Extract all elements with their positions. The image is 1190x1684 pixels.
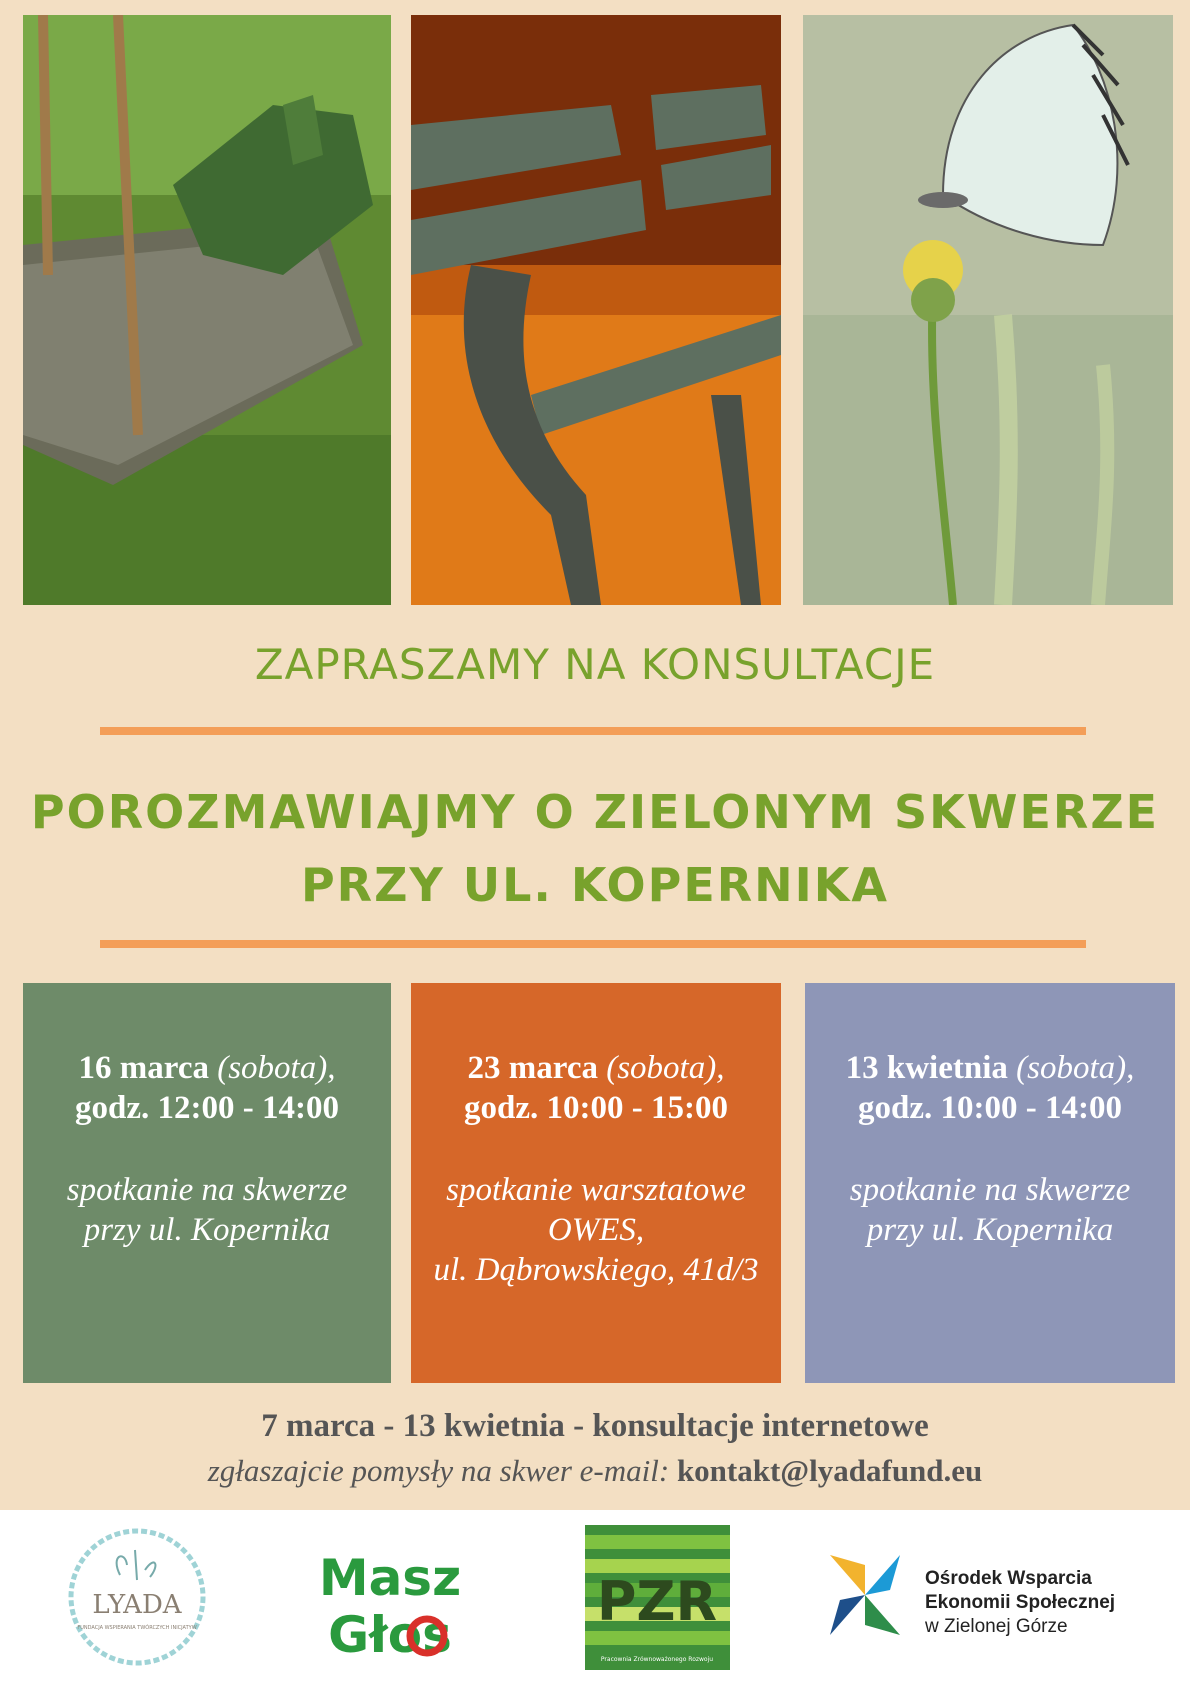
pzr-letters: PZR	[596, 1570, 718, 1633]
event-card-2	[411, 983, 781, 1383]
event-place-line: OWES,	[547, 1212, 645, 1248]
event-date: 23 marca	[467, 1050, 598, 1086]
event-place	[411, 1170, 781, 1290]
lyada-name: LYADA	[92, 1590, 182, 1620]
title-line-2: PRZY UL. KOPERNIKA	[300, 858, 890, 912]
title-line-1: POROZMAWIAJMY O ZIELONYM SKWERZE	[30, 785, 1160, 839]
divider-bottom	[100, 940, 1086, 948]
pzr-logo	[585, 1525, 730, 1670]
event-date: 13 kwietnia	[845, 1050, 1008, 1086]
owes-logo	[820, 1545, 1120, 1655]
owes-line1: Ośrodek Wsparcia	[925, 1568, 1092, 1589]
online-consultation-text: 7 marca - 13 kwietnia - konsultacje internetowe	[261, 1408, 929, 1444]
event-day: (sobota),	[606, 1050, 725, 1086]
masz-glos-line1: Masz	[318, 1549, 462, 1607]
divider-top	[100, 727, 1086, 735]
event-place-line: przy ul. Kopernika	[83, 1212, 331, 1248]
event-place	[805, 1170, 1175, 1250]
email-prompt: zgłaszajcie pomysły na skwer e-mail:	[207, 1453, 670, 1488]
event-card-3	[805, 983, 1175, 1383]
invite-heading: ZAPRASZAMY NA KONSULTACJE	[254, 640, 936, 689]
email-line	[0, 1453, 1190, 1489]
owes-line2: Ekonomii Społecznej	[925, 1592, 1116, 1613]
event-time: godz. 12:00 - 14:00	[75, 1090, 339, 1126]
lyada-logo	[65, 1525, 210, 1670]
event-place-line: spotkanie warsztatowe	[446, 1172, 746, 1208]
pinwheel-icon	[820, 1545, 910, 1645]
event-card-1	[23, 983, 391, 1383]
lyada-tagline: FUNDACJA WSPIERANIA TWÓRCZYCH INICJATYW	[77, 1625, 197, 1631]
event-place-line: spotkanie na skwerze	[849, 1172, 1131, 1208]
photo-butterfly	[803, 15, 1173, 605]
masz-glos-line2: Głos	[328, 1606, 452, 1664]
event-place-line: przy ul. Kopernika	[866, 1212, 1114, 1248]
event-place	[23, 1170, 391, 1250]
event-day: (sobota),	[217, 1050, 336, 1086]
owes-line3: w Zielonej Górze	[925, 1616, 1068, 1637]
event-time: godz. 10:00 - 15:00	[464, 1090, 728, 1126]
event-place-line: spotkanie na skwerze	[66, 1172, 348, 1208]
event-date: 16 marca	[78, 1050, 209, 1086]
event-place-line: ul. Dąbrowskiego, 41d/3	[433, 1252, 759, 1288]
pzr-caption: Pracownia Zrównoważonego Rozwoju	[600, 1656, 714, 1663]
masz-glos-logo	[315, 1540, 465, 1670]
event-day: (sobota),	[1016, 1050, 1135, 1086]
email-link[interactable]: kontakt@lyadafund.eu	[676, 1453, 983, 1488]
photo-swing	[23, 15, 391, 605]
event-time: godz. 10:00 - 14:00	[858, 1090, 1122, 1126]
photo-bench	[411, 15, 781, 605]
